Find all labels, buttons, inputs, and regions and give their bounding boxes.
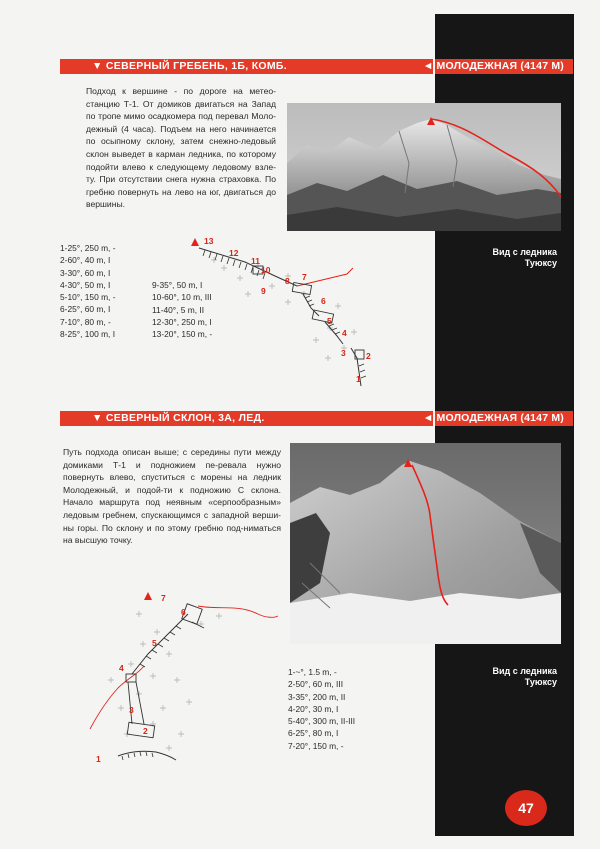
topo-label: 6 — [321, 296, 326, 306]
section1-mountain-photo — [287, 103, 561, 231]
topo-label: 3 — [341, 348, 346, 358]
section2-pitches — [288, 666, 355, 752]
page-number: 47 — [505, 790, 547, 826]
pitch-row: 3-30°, 60 m, I — [60, 267, 111, 278]
section2-route-title: ▼ СЕВЕРНЫЙ СКЛОН, 3А, ЛЕД. — [92, 412, 265, 424]
topo-label: 12 — [229, 248, 239, 258]
section2-topo-diagram — [88, 584, 278, 774]
topo-label: 1 — [356, 374, 361, 384]
pitch-row: 5-40°, 300 m, II-III — [288, 716, 356, 727]
pitch-row: 4-30°, 50 m, I — [60, 279, 111, 290]
section2-photo-caption: Вид с ледника Туюксу — [492, 666, 557, 687]
topo-label: 8 — [285, 276, 290, 286]
section1-route-title: ▼ СЕВЕРНЫЙ ГРЕБЕНЬ, 1Б, КОМБ. — [92, 60, 287, 72]
summit-triangle-icon — [191, 238, 199, 246]
section1-peak-title: ◄ МОЛОДЕЖНАЯ (4147 М) — [422, 60, 564, 72]
pitch-row: 4-20°, 30 m, I — [288, 703, 339, 714]
pitch-row: 2-50°, 60 m, III — [288, 679, 344, 690]
section2-peak-title: ◄ МОЛОДЕЖНАЯ (4147 М) — [422, 412, 564, 424]
pitch-row: 3-35°, 200 m, II — [288, 691, 346, 702]
section1-banner — [60, 59, 573, 74]
topo-label: 3 — [129, 705, 134, 715]
section1-pitches-col1 — [60, 242, 115, 340]
pitch-row: 7-10°, 80 m, - — [60, 316, 111, 327]
pitch-row: 8-25°, 100 m, I — [60, 329, 116, 340]
section1-photo-caption: Вид с ледника Туюксу — [492, 247, 557, 268]
topo-label: 11 — [251, 256, 260, 266]
pitch-row: 1-25°, 250 m, - — [60, 243, 116, 253]
pitch-row: 6-25°, 80 m, I — [288, 728, 339, 739]
pitch-row: 2-60°, 40 m, I — [60, 255, 111, 266]
pitch-row: 7-20°, 150 m, - — [288, 740, 344, 751]
topo-label: 2 — [143, 726, 148, 736]
pitch-row: 12-30°, 250 m, I — [152, 316, 212, 327]
pitch-row: 9-35°, 50 m, I — [152, 280, 203, 290]
section2-description: Путь подхода описан выше; с середины пути между домиками Т-1 и подножием пе-ревала нужно повернуть влево, спуститься с морены на ледник Молодежный, и подой-ти к подножию С склона. Начало маршрута под неявным «серпообразным» ледовым гребнем, спускающимся с западной верши-ны горы. По склону и по этому гребню под-ниматься на высшую точку. — [63, 447, 281, 546]
section2-mountain-photo — [290, 443, 561, 644]
topo-label: 2 — [366, 351, 371, 361]
topo-label: 7 — [302, 272, 307, 282]
pitch-row: 10-60°, 10 m, III — [152, 292, 212, 303]
pitch-row: 1-~°, 1.5 m, - — [288, 667, 337, 677]
pitch-row: 6-25°, 60 m, I — [60, 304, 111, 315]
topo-label: 7 — [161, 593, 166, 603]
section2-banner — [60, 411, 573, 426]
topo-label: 10 — [261, 265, 271, 275]
topo-label: 1 — [96, 754, 101, 764]
topo-label: 13 — [204, 236, 214, 246]
topo-label: 4 — [119, 663, 124, 673]
section1-description: Подход к вершине - по дороге на метео-станцию Т-1. От домиков двигаться на Запад по тропе мимо осадкомера под перевал Моло-дежный (4 часа). Подъем на него начинается по осыпному склону, затем снежно-ледовый склон выведет в карман ледника, по которому подойти влево к следующему ледовому взле-ту. При отсутствии снега нужна страховка. По гребню повернуть на лево на юг, двигаться до вершины. — [86, 86, 276, 210]
topo-label: 6 — [181, 607, 186, 617]
section1-topo-diagram — [185, 232, 385, 392]
summit-triangle-icon — [144, 592, 152, 600]
topo-label: 9 — [261, 286, 266, 296]
pitch-row: 13-20°, 150 m, - — [152, 329, 213, 340]
pitch-row: 11-40°, 5 m, II — [152, 304, 205, 315]
pitch-row: 5-10°, 150 m, - — [60, 292, 116, 303]
topo-label: 5 — [152, 638, 157, 648]
topo-label: 5 — [327, 316, 332, 326]
topo-label: 4 — [342, 328, 347, 338]
